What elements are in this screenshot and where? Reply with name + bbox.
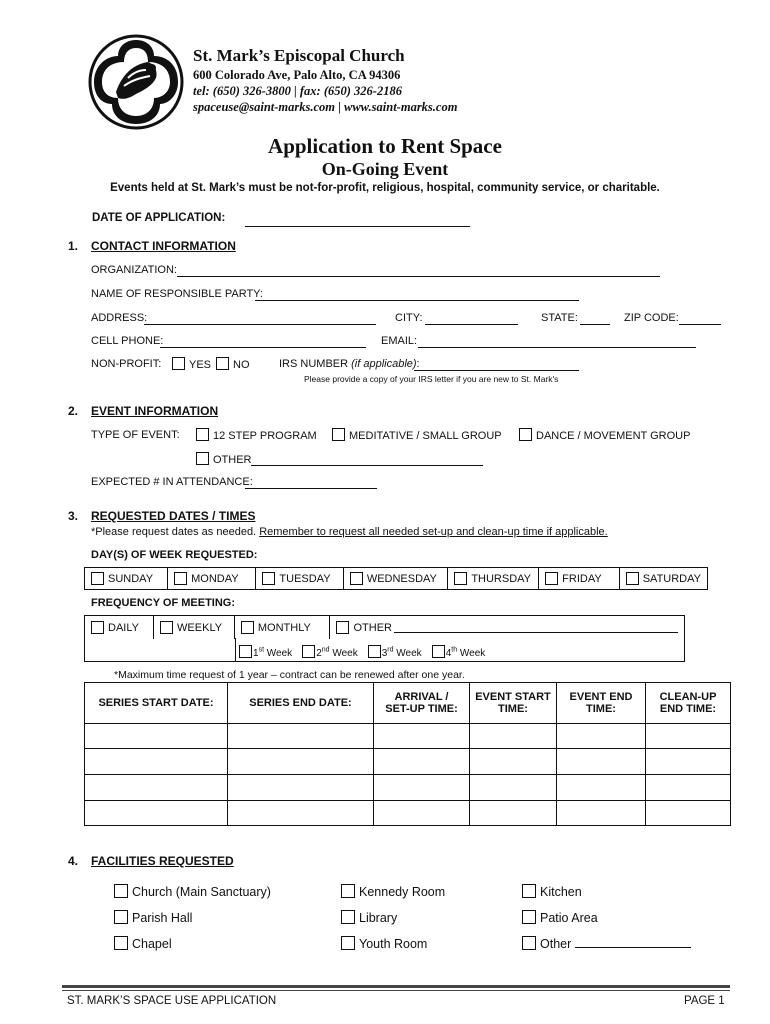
option-label: MEDITATIVE / SMALL GROUP: [349, 430, 502, 442]
table-cell[interactable]: [228, 749, 374, 775]
table-cell[interactable]: [85, 801, 228, 826]
table-cell[interactable]: [646, 724, 731, 749]
freq-monthly[interactable]: [235, 616, 331, 639]
footer-title: ST. MARK’S SPACE USE APPLICATION: [67, 995, 277, 1007]
header-arrival-line1: ARRIVAL /: [394, 691, 449, 703]
footer-rule-thick: [62, 985, 730, 988]
table-cell[interactable]: [228, 724, 374, 749]
table-cell[interactable]: [557, 775, 646, 801]
table-cell[interactable]: [470, 775, 557, 801]
responsible-party-field[interactable]: [255, 300, 579, 301]
header-event-end: [557, 683, 646, 724]
checkbox-icon[interactable]: [350, 572, 363, 585]
irs-letter-note: Please provide a copy of your IRS letter if you are new to St. Mark's: [304, 374, 559, 384]
freq-other[interactable]: [330, 616, 684, 639]
state-label: STATE:: [541, 312, 578, 324]
day-monday[interactable]: [168, 568, 256, 589]
email-label: EMAIL:: [381, 335, 418, 347]
checkbox-icon[interactable]: [262, 572, 275, 585]
option-label: DANCE / MOVEMENT GROUP: [536, 430, 691, 442]
city-label: CITY:: [395, 312, 423, 324]
checkbox-icon[interactable]: [522, 910, 536, 924]
freq-weekly[interactable]: [154, 616, 235, 639]
table-cell[interactable]: [228, 801, 374, 826]
week-num: 2: [316, 648, 322, 659]
checkbox-icon[interactable]: [522, 884, 536, 898]
zip-label: ZIP CODE:: [624, 312, 679, 324]
state-field[interactable]: [580, 324, 610, 325]
frequency-label: FREQUENCY OF MEETING:: [91, 597, 236, 609]
day-label: SATURDAY: [642, 572, 701, 585]
table-cell[interactable]: [374, 724, 470, 749]
facility-kitchen[interactable]: [522, 879, 691, 905]
section1-number: 1.: [68, 239, 79, 253]
freq-label: MONTHLY: [257, 621, 311, 634]
checkbox-icon[interactable]: [91, 572, 104, 585]
checkbox-icon[interactable]: [545, 572, 558, 585]
table-header-row: [85, 683, 731, 724]
freq-label: DAILY: [108, 621, 139, 634]
section3-title: REQUESTED DATES / TIMES: [91, 509, 256, 523]
day-friday[interactable]: [539, 568, 620, 589]
form-subtitle: On-Going Event: [321, 159, 449, 179]
option-label: OTHER: [213, 454, 252, 466]
eligibility-note: Events held at St. Mark’s must be not-for-profit, religious, hospital, community service, or charitable.: [110, 182, 660, 194]
facility-label: Youth Room: [359, 937, 428, 951]
irs-number-label: [279, 358, 420, 370]
header-cleanup-line1: CLEAN-UP: [659, 691, 717, 703]
church-email-web: spaceuse@saint-marks.com | www.saint-marks.com: [193, 100, 458, 114]
dates-note-underlined: Remember to request all needed set-up and clean-up time if applicable.: [259, 526, 608, 538]
table-cell[interactable]: [646, 775, 731, 801]
church-logo: [88, 34, 184, 130]
table-cell[interactable]: [374, 749, 470, 775]
day-saturday[interactable]: [620, 568, 707, 589]
checkbox-icon[interactable]: [341, 910, 355, 924]
table-cell[interactable]: [470, 801, 557, 826]
no-label: NO: [233, 359, 250, 371]
city-field[interactable]: [425, 324, 518, 325]
yes-label: YES: [189, 359, 212, 371]
section4-title: FACILITIES REQUESTED: [91, 854, 234, 868]
facility-label: Library: [359, 911, 398, 925]
checkbox-icon[interactable]: [91, 621, 104, 634]
checkbox-icon[interactable]: [302, 645, 315, 658]
checkbox-icon[interactable]: [241, 621, 254, 634]
week-word: Week: [332, 648, 358, 659]
page-number: PAGE 1: [684, 995, 725, 1007]
facility-label: Patio Area: [540, 911, 598, 925]
church-phone-fax: tel: (650) 326-3800 | fax: (650) 326-2186: [193, 84, 402, 98]
table-cell[interactable]: [557, 749, 646, 775]
week-num: 1: [253, 648, 259, 659]
event-type-dance[interactable]: [519, 428, 690, 442]
attendance-field[interactable]: [245, 488, 377, 489]
day-label: FRIDAY: [562, 572, 602, 585]
non-profit-label: NON-PROFIT:: [91, 358, 162, 370]
table-cell[interactable]: [470, 749, 557, 775]
form-title: Application to Rent Space: [268, 134, 502, 158]
week-num: 3: [381, 648, 388, 659]
checkbox-icon[interactable]: [114, 910, 128, 924]
checkbox-icon[interactable]: [160, 621, 173, 634]
section2-title: EVENT INFORMATION: [91, 404, 219, 418]
day-sunday[interactable]: [85, 568, 168, 589]
facility-label: Other: [540, 937, 572, 951]
week-word: Week: [396, 648, 422, 659]
facility-label: Parish Hall: [132, 911, 193, 925]
event-type-12step[interactable]: [196, 428, 317, 442]
week-suffix: st: [258, 646, 265, 654]
days-row: [84, 567, 708, 590]
non-profit-no[interactable]: [216, 357, 250, 371]
irs-colon: :: [416, 358, 420, 370]
week-options: [239, 645, 485, 659]
facility-youth-room[interactable]: [341, 931, 445, 957]
dates-note: [91, 526, 608, 538]
checkbox-icon[interactable]: [239, 645, 252, 658]
facility-label: Chapel: [132, 937, 172, 951]
table-cell[interactable]: [85, 775, 228, 801]
table-cell[interactable]: [85, 749, 228, 775]
checkbox-icon[interactable]: [432, 645, 445, 658]
irs-number-field[interactable]: [414, 370, 579, 371]
table-cell[interactable]: [646, 801, 731, 826]
header-event-start-line2: TIME:: [498, 703, 528, 715]
non-profit-yes[interactable]: [172, 357, 211, 371]
checkbox-icon[interactable]: [332, 428, 345, 441]
table-cell[interactable]: [557, 724, 646, 749]
checkbox-icon[interactable]: [341, 936, 355, 950]
day-label: SUNDAY: [108, 572, 154, 585]
header-arrival-line2: SET-UP TIME:: [385, 703, 458, 715]
week-1[interactable]: [239, 645, 292, 659]
attendance-label: EXPECTED # IN ATTENDANCE:: [91, 476, 253, 488]
section4-number: 4.: [68, 854, 79, 868]
freq-other-field[interactable]: [394, 622, 678, 633]
facility-kennedy-room[interactable]: [341, 879, 445, 905]
table-cell[interactable]: [374, 775, 470, 801]
day-tuesday[interactable]: [256, 568, 343, 589]
date-of-application-field[interactable]: [245, 226, 470, 227]
responsible-party-label: NAME OF RESPONSIBLE PARTY:: [91, 288, 263, 300]
facility-other[interactable]: [522, 931, 691, 957]
week-word: Week: [266, 648, 293, 659]
table-cell[interactable]: [470, 724, 557, 749]
week-word: Week: [459, 648, 486, 659]
irs-note: (if applicable): [351, 358, 417, 370]
max-time-note: *Maximum time request of 1 year – contract can be renewed after one year.: [114, 669, 465, 681]
facility-patio[interactable]: [522, 905, 691, 931]
checkbox-icon[interactable]: [174, 572, 187, 585]
address-field[interactable]: [144, 324, 376, 325]
email-field[interactable]: [418, 347, 696, 348]
checkbox-icon[interactable]: [172, 357, 185, 370]
table-cell[interactable]: [228, 775, 374, 801]
freq-label: OTHER: [353, 621, 392, 634]
facilities-col2: [341, 879, 445, 957]
freq-daily[interactable]: [85, 616, 154, 639]
day-wednesday[interactable]: [344, 568, 449, 589]
event-type-label: TYPE OF EVENT:: [91, 429, 180, 441]
checkbox-icon[interactable]: [196, 452, 209, 465]
checkbox-icon[interactable]: [626, 572, 639, 585]
organization-label: ORGANIZATION:: [91, 264, 177, 276]
header-event-end-line1: EVENT END: [569, 691, 633, 703]
header-event-start: [470, 683, 557, 724]
table-row: [85, 749, 731, 775]
day-label: MONDAY: [191, 572, 239, 585]
checkbox-icon[interactable]: [519, 428, 532, 441]
header-cleanup: [646, 683, 731, 724]
dates-note-plain: *Please request dates as needed.: [91, 526, 260, 538]
table-cell[interactable]: [85, 724, 228, 749]
table-cell[interactable]: [646, 749, 731, 775]
week-2[interactable]: [302, 645, 358, 659]
week-4[interactable]: [432, 645, 486, 659]
checkbox-icon[interactable]: [196, 428, 209, 441]
header-event-end-line2: TIME:: [586, 703, 616, 715]
header-cleanup-line2: END TIME:: [659, 703, 717, 715]
section1-title: CONTACT INFORMATION: [91, 239, 236, 253]
checkbox-icon[interactable]: [368, 645, 381, 658]
facility-library[interactable]: [341, 905, 445, 931]
table-cell[interactable]: [374, 801, 470, 826]
irs-label-text: IRS NUMBER: [279, 358, 349, 370]
church-address: 600 Colorado Ave, Palo Alto, CA 94306: [193, 68, 401, 82]
week-suffix: nd: [321, 646, 330, 654]
event-type-other-field[interactable]: [251, 465, 483, 466]
header-series-end: SERIES END DATE:: [228, 683, 374, 724]
freq-label: WEEKLY: [177, 621, 223, 634]
checkbox-icon[interactable]: [216, 357, 229, 370]
event-type-other[interactable]: [196, 452, 252, 466]
option-label: 12 STEP PROGRAM: [213, 430, 317, 442]
checkbox-icon[interactable]: [336, 621, 349, 634]
day-label: TUESDAY: [279, 572, 331, 585]
facility-parish-hall[interactable]: [114, 905, 271, 931]
checkbox-icon[interactable]: [522, 936, 536, 950]
checkbox-icon[interactable]: [341, 884, 355, 898]
table-cell[interactable]: [557, 801, 646, 826]
facility-label: Kennedy Room: [359, 885, 446, 899]
header-event-start-line1: EVENT START: [475, 691, 551, 703]
day-label: THURSDAY: [471, 572, 532, 585]
event-type-meditative[interactable]: [332, 428, 502, 442]
address-label: ADDRESS:: [91, 312, 148, 324]
facilities-col3: [522, 879, 691, 957]
facilities-col1: [114, 879, 271, 957]
facility-label: Church (Main Sanctuary): [132, 885, 271, 899]
cell-phone-label: CELL PHONE:: [91, 335, 164, 347]
day-thursday[interactable]: [448, 568, 539, 589]
section2-number: 2.: [68, 404, 79, 418]
frequency-box: [84, 615, 685, 662]
header-series-start: SERIES START DATE:: [85, 683, 228, 724]
week-suffix: th: [451, 646, 458, 654]
week-suffix: rd: [387, 646, 394, 654]
header-arrival: [374, 683, 470, 724]
facility-chapel[interactable]: [114, 931, 271, 957]
day-label: WEDNESDAY: [366, 572, 437, 585]
zip-field[interactable]: [679, 324, 721, 325]
week-num: 4: [445, 648, 452, 659]
facility-label: Kitchen: [540, 885, 582, 899]
church-name: St. Mark’s Episcopal Church: [193, 46, 405, 65]
table-row: [85, 724, 731, 749]
schedule-table: [84, 682, 731, 826]
table-row: [85, 775, 731, 801]
checkbox-icon[interactable]: [114, 884, 128, 898]
footer-rule-thin: [62, 990, 730, 991]
checkbox-icon[interactable]: [454, 572, 467, 585]
facility-church[interactable]: [114, 879, 271, 905]
week-3[interactable]: [368, 645, 422, 659]
checkbox-icon[interactable]: [114, 936, 128, 950]
days-label: DAY(S) OF WEEK REQUESTED:: [91, 549, 258, 561]
section3-number: 3.: [68, 509, 79, 523]
facility-other-field[interactable]: [575, 935, 691, 948]
table-row: [85, 801, 731, 826]
organization-field[interactable]: [177, 276, 660, 277]
week-row-divider: [235, 638, 236, 662]
cell-phone-field[interactable]: [160, 347, 366, 348]
date-of-application-label: DATE OF APPLICATION:: [92, 212, 226, 224]
